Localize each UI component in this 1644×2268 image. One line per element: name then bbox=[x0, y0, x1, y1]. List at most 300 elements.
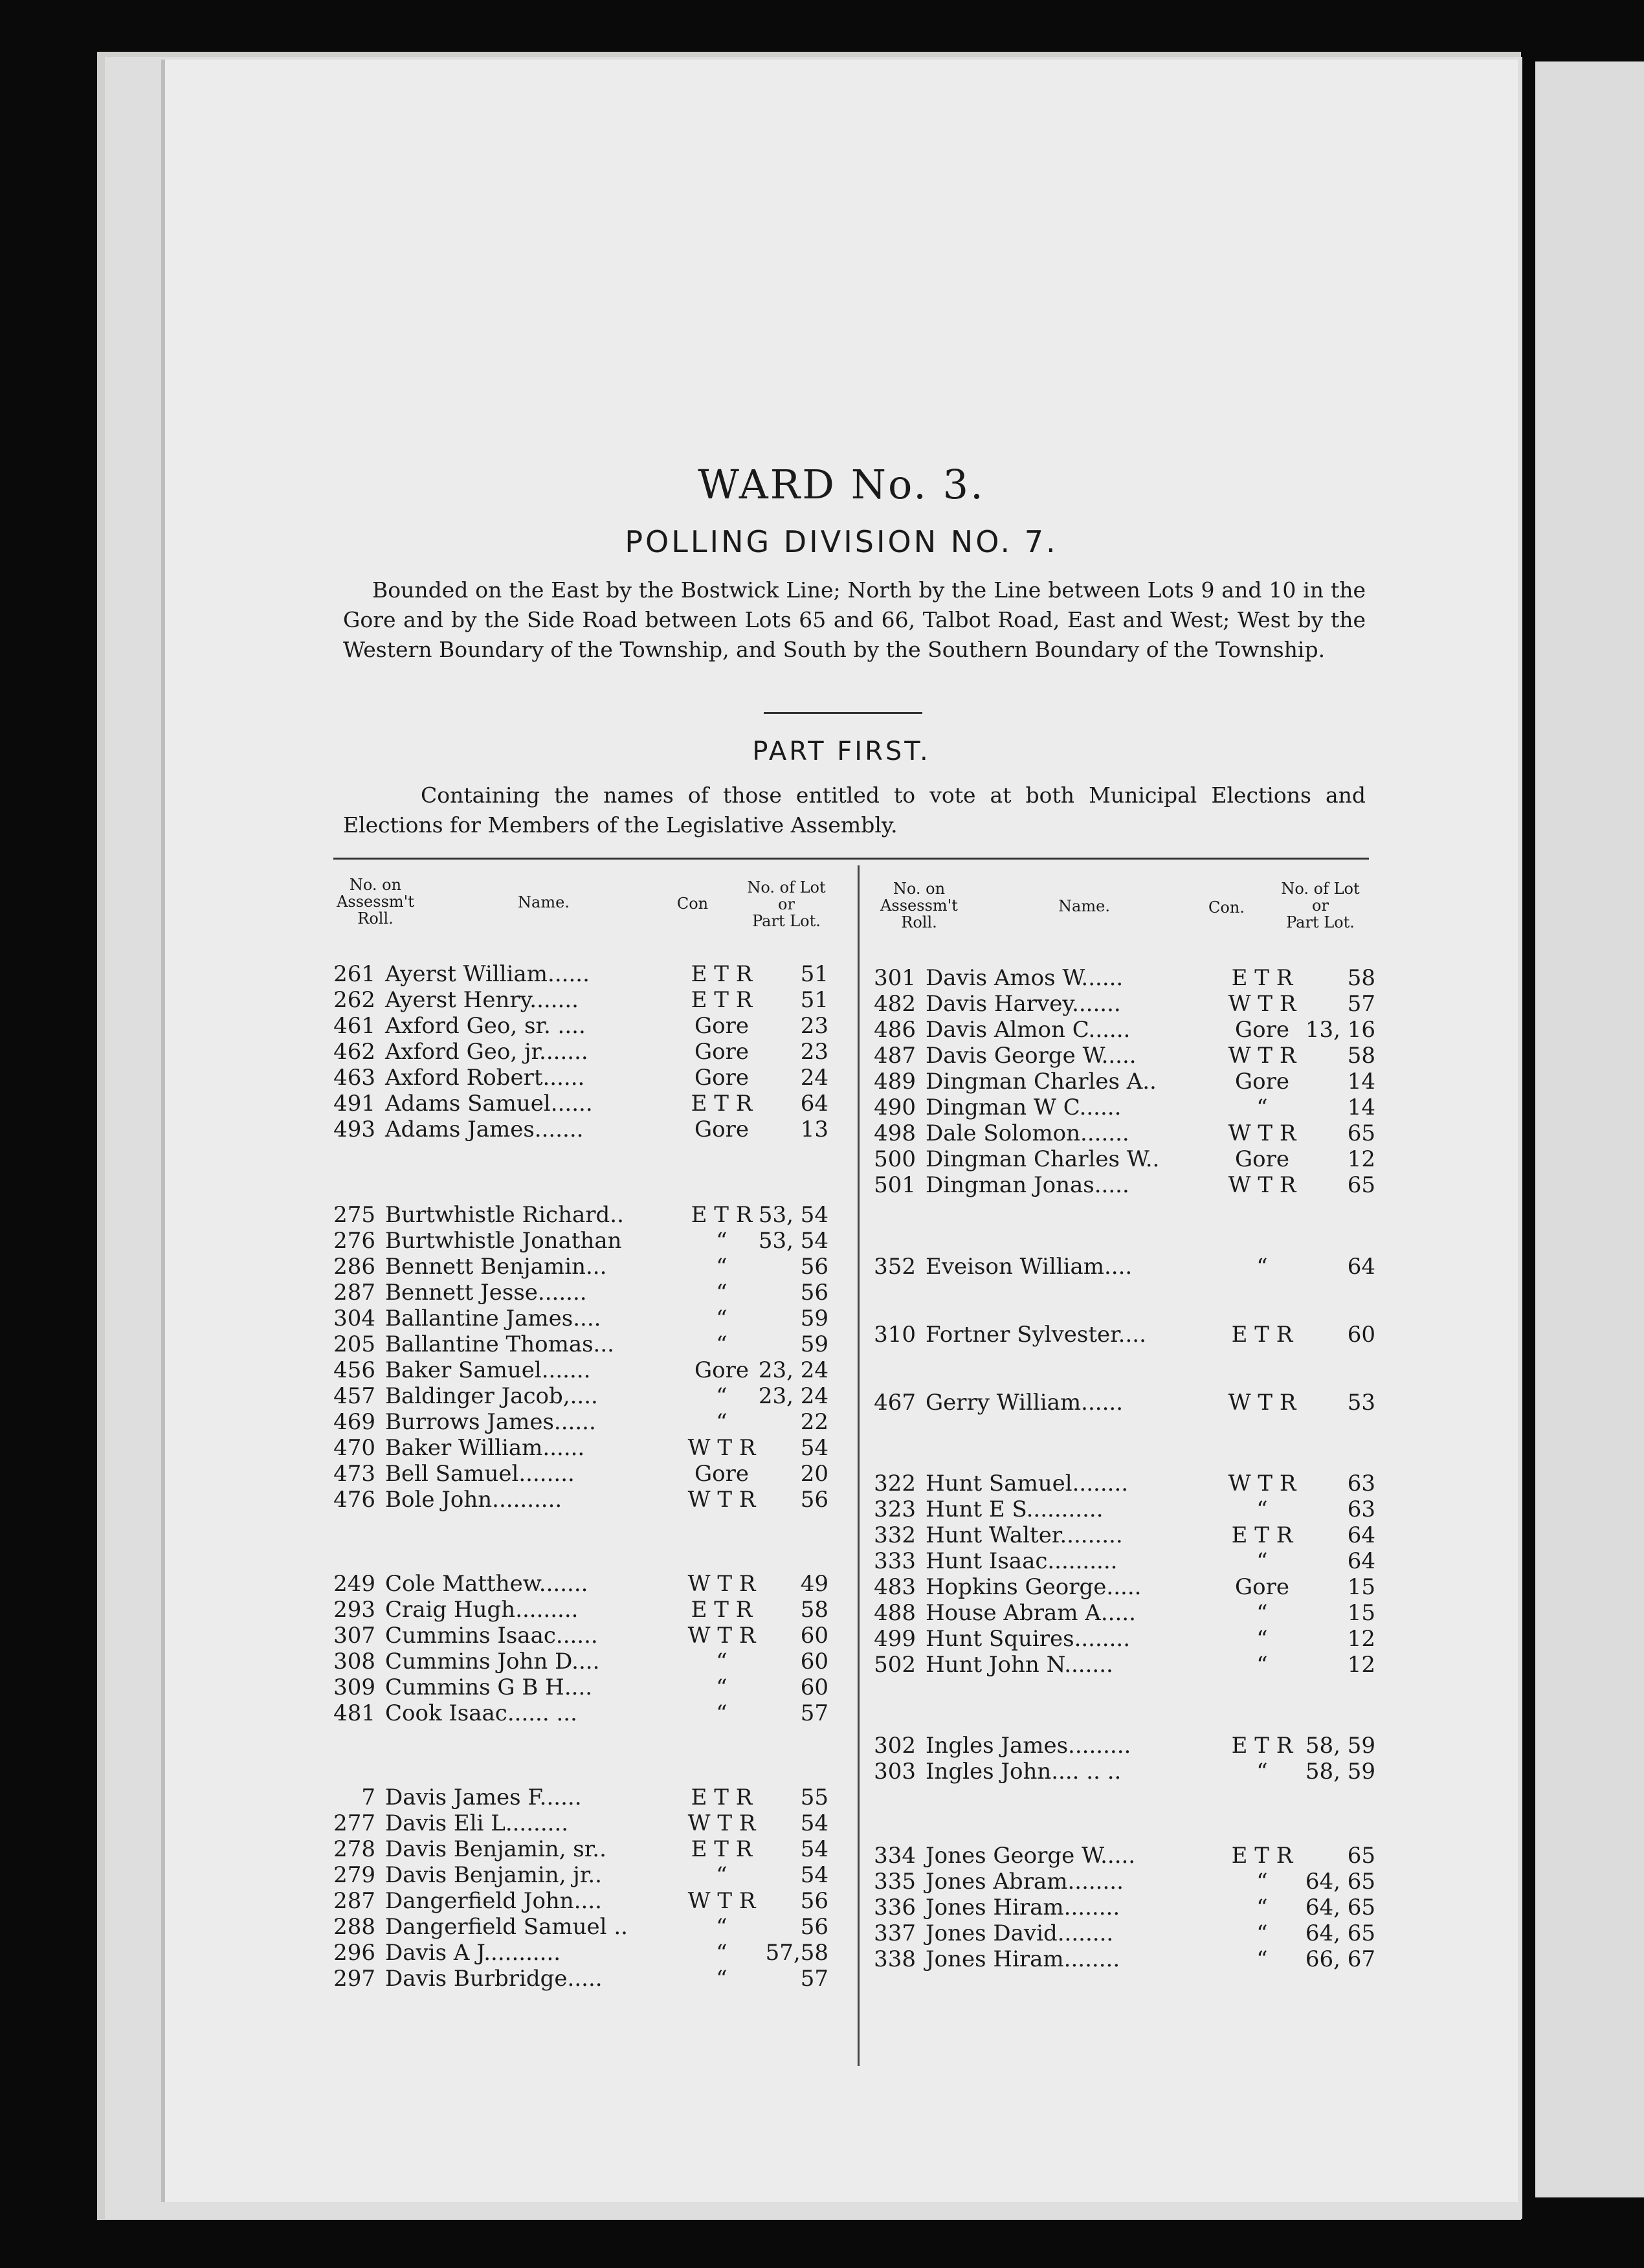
concession: “ bbox=[716, 1700, 728, 1726]
table-row bbox=[330, 1784, 848, 1810]
concession: W T R bbox=[687, 1810, 756, 1836]
voter-name: Bennett Jesse....... bbox=[385, 1280, 587, 1306]
roll-number: 490 bbox=[874, 1095, 916, 1120]
concession: W T R bbox=[1228, 1471, 1296, 1496]
table-row bbox=[871, 1069, 1388, 1095]
lot-number: 56 bbox=[800, 1487, 828, 1513]
roll-number: 493 bbox=[333, 1117, 375, 1142]
concession: “ bbox=[716, 1254, 728, 1280]
table-row bbox=[330, 1966, 848, 1992]
lot-number: 54 bbox=[800, 1836, 828, 1862]
concession: W T R bbox=[687, 1487, 756, 1513]
roll-number: 352 bbox=[874, 1254, 916, 1280]
voter-name: Hunt Samuel........ bbox=[926, 1471, 1129, 1496]
header-line: No. of Lot bbox=[747, 878, 826, 896]
voter-name: Jones David........ bbox=[926, 1920, 1114, 1946]
roll-number: 261 bbox=[333, 961, 375, 987]
table-row bbox=[871, 1322, 1388, 1348]
voter-name: Davis Almon C...... bbox=[926, 1017, 1131, 1043]
roll-number: 334 bbox=[874, 1843, 916, 1869]
table-row bbox=[871, 1390, 1388, 1416]
lot-number: 65 bbox=[1347, 1172, 1375, 1198]
table-row bbox=[871, 1600, 1388, 1626]
table-row bbox=[871, 1869, 1388, 1895]
roll-number: 323 bbox=[874, 1496, 916, 1522]
roll-number: 287 bbox=[333, 1888, 375, 1914]
concession: W T R bbox=[1228, 1390, 1296, 1416]
roll-number: 335 bbox=[874, 1869, 916, 1895]
right-con-header: Con. bbox=[1208, 898, 1245, 917]
voter-name: Davis Benjamin, jr.. bbox=[385, 1862, 602, 1888]
lot-number: 22 bbox=[800, 1409, 828, 1435]
concession: Gore bbox=[694, 1039, 749, 1065]
right-roll-header bbox=[874, 880, 964, 931]
table-row bbox=[871, 1254, 1388, 1280]
lot-number: 54 bbox=[800, 1862, 828, 1888]
concession: “ bbox=[716, 1228, 728, 1254]
roll-number: 333 bbox=[874, 1548, 916, 1574]
lot-number: 58, 59 bbox=[1305, 1733, 1375, 1759]
table-row bbox=[871, 1120, 1388, 1146]
header-line: Assessm't bbox=[337, 893, 414, 911]
polling-division-title: POLLING DIVISION NO. 7. bbox=[625, 524, 1058, 559]
roll-number: 249 bbox=[333, 1571, 375, 1597]
boundary-description: Bounded on the East by the Bostwick Line; North by the Line between Lots 9 and 10 in the Gore and by the Side Road between Lots 65 and 66, Talbot Road, East and West; West by the Western Boundary of the Township, and South by the Southern Boundary of the Township. bbox=[343, 577, 1366, 662]
concession: E T R bbox=[1231, 1733, 1293, 1759]
table-row bbox=[871, 1626, 1388, 1652]
header-line: No. on bbox=[349, 876, 402, 894]
voter-name: Dingman Jonas..... bbox=[926, 1172, 1129, 1198]
roll-number: 476 bbox=[333, 1487, 375, 1513]
concession: W T R bbox=[1228, 991, 1296, 1017]
lot-number: 56 bbox=[800, 1914, 828, 1940]
concession: E T R bbox=[1231, 1522, 1293, 1548]
roll-number: 457 bbox=[333, 1383, 375, 1409]
roll-number: 308 bbox=[333, 1649, 375, 1674]
roll-number: 296 bbox=[333, 1940, 375, 1966]
table-row bbox=[330, 987, 848, 1013]
voter-name: Ayerst Henry....... bbox=[385, 987, 579, 1013]
concession: E T R bbox=[691, 1091, 753, 1117]
concession: E T R bbox=[1231, 965, 1293, 991]
roll-number: 288 bbox=[333, 1914, 375, 1940]
roll-number: 336 bbox=[874, 1895, 916, 1920]
table-row bbox=[330, 1461, 848, 1487]
table-row bbox=[871, 1946, 1388, 1972]
table-row bbox=[871, 991, 1388, 1017]
concession: Gore bbox=[1234, 1069, 1289, 1095]
right-lot-header bbox=[1259, 880, 1382, 931]
concession: Gore bbox=[694, 1065, 749, 1091]
lot-number: 65 bbox=[1347, 1120, 1375, 1146]
table-row bbox=[330, 1280, 848, 1306]
voter-name: Dangerfield Samuel .. bbox=[385, 1914, 628, 1940]
lot-number: 63 bbox=[1347, 1471, 1375, 1496]
roll-number: 338 bbox=[874, 1946, 916, 1972]
table-row bbox=[871, 1920, 1388, 1946]
voter-name: Cummins Isaac...... bbox=[385, 1623, 598, 1649]
lot-number: 64 bbox=[1347, 1522, 1375, 1548]
concession: “ bbox=[1256, 1920, 1268, 1946]
table-row bbox=[871, 1095, 1388, 1120]
header-line: Roll. bbox=[901, 913, 937, 931]
concession: Gore bbox=[1234, 1574, 1289, 1600]
concession: E T R bbox=[691, 1836, 753, 1862]
roll-number: 7 bbox=[361, 1784, 375, 1810]
table-row bbox=[330, 1940, 848, 1966]
voter-name: Burtwhistle Richard.. bbox=[385, 1202, 624, 1228]
roll-number: 482 bbox=[874, 991, 916, 1017]
lot-number: 12 bbox=[1347, 1626, 1375, 1652]
table-row bbox=[330, 1888, 848, 1914]
voter-name: Cummins John D.... bbox=[385, 1649, 600, 1674]
lot-number: 58 bbox=[800, 1597, 828, 1623]
table-row bbox=[330, 1331, 848, 1357]
table-row bbox=[330, 1700, 848, 1726]
concession: Gore bbox=[1234, 1146, 1289, 1172]
lot-number: 53 bbox=[1347, 1390, 1375, 1416]
voter-name: Hunt John N....... bbox=[926, 1652, 1113, 1678]
voter-name: Hunt Walter......... bbox=[926, 1522, 1123, 1548]
roll-number: 467 bbox=[874, 1390, 916, 1416]
concession: “ bbox=[1256, 1496, 1268, 1522]
voter-name: Jones Abram........ bbox=[926, 1869, 1124, 1895]
lot-number: 59 bbox=[800, 1306, 828, 1331]
lot-number: 56 bbox=[800, 1280, 828, 1306]
voter-name: Burtwhistle Jonathan bbox=[385, 1228, 622, 1254]
table-row bbox=[871, 1733, 1388, 1759]
concession: “ bbox=[1256, 1946, 1268, 1972]
lot-number: 64, 65 bbox=[1305, 1920, 1375, 1946]
roll-number: 302 bbox=[874, 1733, 916, 1759]
concession: “ bbox=[716, 1674, 728, 1700]
table-row bbox=[871, 1496, 1388, 1522]
roll-number: 278 bbox=[333, 1836, 375, 1862]
voter-name: House Abram A..... bbox=[926, 1600, 1136, 1626]
concession: Gore bbox=[694, 1117, 749, 1142]
table-row bbox=[871, 1522, 1388, 1548]
concession: W T R bbox=[687, 1888, 756, 1914]
table-row bbox=[871, 1043, 1388, 1069]
roll-number: 307 bbox=[333, 1623, 375, 1649]
concession: Gore bbox=[1234, 1017, 1289, 1043]
lot-number: 57 bbox=[800, 1700, 828, 1726]
table-row bbox=[330, 1202, 848, 1228]
lot-number: 23, 24 bbox=[758, 1383, 828, 1409]
lot-number: 14 bbox=[1347, 1069, 1375, 1095]
roll-number: 481 bbox=[333, 1700, 375, 1726]
roll-number: 304 bbox=[333, 1306, 375, 1331]
voter-name: Adams James....... bbox=[385, 1117, 584, 1142]
concession: “ bbox=[1256, 1759, 1268, 1784]
lot-number: 13, 16 bbox=[1305, 1017, 1375, 1043]
lot-number: 49 bbox=[800, 1571, 828, 1597]
voter-name: Fortner Sylvester.... bbox=[926, 1322, 1146, 1348]
roll-number: 502 bbox=[874, 1652, 916, 1678]
header-line: No. of Lot bbox=[1281, 880, 1360, 898]
concession: “ bbox=[1256, 1626, 1268, 1652]
voter-name: Cummins G B H.... bbox=[385, 1674, 593, 1700]
table-row bbox=[330, 1383, 848, 1409]
left-name-header: Name. bbox=[518, 893, 570, 911]
table-row bbox=[330, 1836, 848, 1862]
lot-number: 15 bbox=[1347, 1574, 1375, 1600]
voter-name: Jones George W..... bbox=[926, 1843, 1136, 1869]
table-row bbox=[330, 1409, 848, 1435]
voter-name: Ballantine James.... bbox=[385, 1306, 601, 1331]
table-row bbox=[330, 1862, 848, 1888]
voter-name: Dingman Charles W.. bbox=[926, 1146, 1160, 1172]
voter-name: Hunt Squires........ bbox=[926, 1626, 1131, 1652]
lot-number: 60 bbox=[800, 1649, 828, 1674]
roll-number: 456 bbox=[333, 1357, 375, 1383]
voter-name: Dangerfield John.... bbox=[385, 1888, 602, 1914]
lot-number: 23 bbox=[800, 1013, 828, 1039]
concession: W T R bbox=[1228, 1172, 1296, 1198]
roll-number: 332 bbox=[874, 1522, 916, 1548]
voter-name: Ingles James......... bbox=[926, 1733, 1131, 1759]
lot-number: 59 bbox=[800, 1331, 828, 1357]
voter-name: Bole John.......... bbox=[385, 1487, 562, 1513]
lot-number: 56 bbox=[800, 1888, 828, 1914]
part-title: PART FIRST. bbox=[752, 737, 931, 766]
table-row bbox=[871, 1759, 1388, 1784]
voter-name: Cole Matthew....... bbox=[385, 1571, 588, 1597]
voter-name: Bennett Benjamin... bbox=[385, 1254, 607, 1280]
left-lot-header bbox=[728, 879, 845, 929]
roll-number: 262 bbox=[333, 987, 375, 1013]
table-row bbox=[330, 1914, 848, 1940]
concession: E T R bbox=[691, 961, 753, 987]
roll-number: 322 bbox=[874, 1471, 916, 1496]
table-row bbox=[871, 1652, 1388, 1678]
lot-number: 60 bbox=[800, 1674, 828, 1700]
roll-number: 487 bbox=[874, 1043, 916, 1069]
roll-number: 337 bbox=[874, 1920, 916, 1946]
voter-name: Davis James F...... bbox=[385, 1784, 582, 1810]
lot-number: 65 bbox=[1347, 1843, 1375, 1869]
concession: “ bbox=[716, 1409, 728, 1435]
lot-number: 58 bbox=[1347, 965, 1375, 991]
voter-name: Gerry William...... bbox=[926, 1390, 1124, 1416]
concession: “ bbox=[716, 1649, 728, 1674]
roll-number: 470 bbox=[333, 1435, 375, 1461]
lot-number: 56 bbox=[800, 1254, 828, 1280]
lot-number: 54 bbox=[800, 1810, 828, 1836]
table-row bbox=[871, 1471, 1388, 1496]
roll-number: 286 bbox=[333, 1254, 375, 1280]
roll-number: 488 bbox=[874, 1600, 916, 1626]
voter-name: Bell Samuel........ bbox=[385, 1461, 575, 1487]
voter-name: Dale Solomon....... bbox=[926, 1120, 1129, 1146]
roll-number: 293 bbox=[333, 1597, 375, 1623]
ward-title: WARD No. 3. bbox=[698, 461, 985, 508]
table-row bbox=[871, 1843, 1388, 1869]
roll-number: 276 bbox=[333, 1228, 375, 1254]
roll-number: 498 bbox=[874, 1120, 916, 1146]
voter-name: Adams Samuel...... bbox=[385, 1091, 593, 1117]
table-row bbox=[871, 1172, 1388, 1198]
lot-number: 51 bbox=[800, 961, 828, 987]
lot-number: 15 bbox=[1347, 1600, 1375, 1626]
lot-number: 60 bbox=[800, 1623, 828, 1649]
lot-number: 14 bbox=[1347, 1095, 1375, 1120]
table-row bbox=[330, 1810, 848, 1836]
voter-name: Craig Hugh......... bbox=[385, 1597, 579, 1623]
concession: “ bbox=[1256, 1869, 1268, 1895]
table-row bbox=[871, 1574, 1388, 1600]
roll-number: 501 bbox=[874, 1172, 916, 1198]
header-line: or bbox=[778, 895, 795, 913]
table-row bbox=[330, 1674, 848, 1700]
table-row bbox=[330, 1306, 848, 1331]
concession: W T R bbox=[687, 1571, 756, 1597]
header-line: Roll. bbox=[357, 909, 394, 928]
table-row bbox=[330, 1013, 848, 1039]
lot-number: 23 bbox=[800, 1039, 828, 1065]
roll-number: 297 bbox=[333, 1966, 375, 1992]
lot-number: 64, 65 bbox=[1305, 1895, 1375, 1920]
part-description: Containing the names of those entitled to vote at both Municipal Elections and Elections for Members of the Legislative Assembly. bbox=[343, 783, 1366, 838]
lot-number: 57 bbox=[800, 1966, 828, 1992]
header-line: Part Lot. bbox=[1286, 913, 1355, 931]
lot-number: 55 bbox=[800, 1784, 828, 1810]
roll-number: 500 bbox=[874, 1146, 916, 1172]
lot-number: 54 bbox=[800, 1435, 828, 1461]
voter-name: Dingman Charles A.. bbox=[926, 1069, 1157, 1095]
roll-number: 277 bbox=[333, 1810, 375, 1836]
concession: W T R bbox=[1228, 1120, 1296, 1146]
voter-name: Ayerst William...... bbox=[385, 961, 590, 987]
roll-number: 483 bbox=[874, 1574, 916, 1600]
voter-name: Davis Burbridge..... bbox=[385, 1966, 603, 1992]
table-row bbox=[330, 1065, 848, 1091]
roll-number: 473 bbox=[333, 1461, 375, 1487]
voter-name: Baker Samuel....... bbox=[385, 1357, 591, 1383]
lot-number: 20 bbox=[800, 1461, 828, 1487]
table-row bbox=[871, 1146, 1388, 1172]
concession: W T R bbox=[1228, 1043, 1296, 1069]
voter-name: Hunt E S........... bbox=[926, 1496, 1104, 1522]
lot-number: 66, 67 bbox=[1305, 1946, 1375, 1972]
lot-number: 53, 54 bbox=[758, 1228, 828, 1254]
section-divider bbox=[764, 712, 922, 714]
voter-name: Hunt Isaac.......... bbox=[926, 1548, 1118, 1574]
header-line: or bbox=[1312, 896, 1329, 915]
lot-number: 51 bbox=[800, 987, 828, 1013]
table-row bbox=[330, 961, 848, 987]
table-row bbox=[330, 1435, 848, 1461]
header-line: Part Lot. bbox=[752, 912, 821, 930]
concession: “ bbox=[1256, 1600, 1268, 1626]
roll-number: 463 bbox=[333, 1065, 375, 1091]
facing-page-edge bbox=[1535, 61, 1644, 2197]
concession: “ bbox=[1256, 1652, 1268, 1678]
roll-number: 491 bbox=[333, 1091, 375, 1117]
concession: E T R bbox=[691, 1202, 753, 1228]
concession: E T R bbox=[1231, 1322, 1293, 1348]
right-name-header: Name. bbox=[1058, 897, 1110, 915]
lot-number: 23, 24 bbox=[758, 1357, 828, 1383]
table-row bbox=[330, 1091, 848, 1117]
voter-name: Davis Harvey....... bbox=[926, 991, 1121, 1017]
roll-number: 499 bbox=[874, 1626, 916, 1652]
table-row bbox=[330, 1228, 848, 1254]
column-divider bbox=[858, 865, 860, 2066]
table-top-rule bbox=[333, 858, 1369, 860]
concession: E T R bbox=[691, 1784, 753, 1810]
concession: “ bbox=[716, 1940, 728, 1966]
concession: E T R bbox=[691, 1597, 753, 1623]
roll-number: 301 bbox=[874, 965, 916, 991]
concession: Gore bbox=[694, 1357, 749, 1383]
roll-number: 287 bbox=[333, 1280, 375, 1306]
voter-name: Burrows James...... bbox=[385, 1409, 596, 1435]
table-row bbox=[330, 1487, 848, 1513]
voter-name: Dingman W C...... bbox=[926, 1095, 1122, 1120]
lot-number: 12 bbox=[1347, 1146, 1375, 1172]
header-line: Assessm't bbox=[880, 896, 958, 915]
lot-number: 64, 65 bbox=[1305, 1869, 1375, 1895]
lot-number: 24 bbox=[800, 1065, 828, 1091]
concession: E T R bbox=[1231, 1843, 1293, 1869]
roll-number: 486 bbox=[874, 1017, 916, 1043]
concession: “ bbox=[716, 1966, 728, 1992]
voter-name: Davis A J........... bbox=[385, 1940, 561, 1966]
voter-name: Cook Isaac...... ... bbox=[385, 1700, 577, 1726]
header-line: No. on bbox=[893, 880, 946, 898]
voter-name: Hopkins George..... bbox=[926, 1574, 1142, 1600]
roll-number: 462 bbox=[333, 1039, 375, 1065]
concession: Gore bbox=[694, 1013, 749, 1039]
lot-number: 64 bbox=[1347, 1548, 1375, 1574]
table-row bbox=[330, 1597, 848, 1623]
lot-number: 64 bbox=[1347, 1254, 1375, 1280]
table-row bbox=[330, 1117, 848, 1142]
lot-number: 57,58 bbox=[765, 1940, 828, 1966]
voter-name: Jones Hiram........ bbox=[926, 1895, 1120, 1920]
roll-number: 303 bbox=[874, 1759, 916, 1784]
lot-number: 63 bbox=[1347, 1496, 1375, 1522]
concession: Gore bbox=[694, 1461, 749, 1487]
left-roll-header bbox=[330, 876, 421, 927]
document-page bbox=[165, 60, 1518, 2202]
table-row bbox=[871, 1017, 1388, 1043]
lot-number: 58 bbox=[1347, 1043, 1375, 1069]
roll-number: 309 bbox=[333, 1674, 375, 1700]
roll-number: 275 bbox=[333, 1202, 375, 1228]
voter-name: Axford Geo, jr....... bbox=[385, 1039, 588, 1065]
table-row bbox=[330, 1357, 848, 1383]
lot-number: 13 bbox=[800, 1117, 828, 1142]
lot-number: 64 bbox=[800, 1091, 828, 1117]
voter-name: Davis Amos W...... bbox=[926, 965, 1124, 991]
concession: “ bbox=[716, 1280, 728, 1306]
roll-number: 205 bbox=[333, 1331, 375, 1357]
voter-name: Axford Geo, sr. .... bbox=[385, 1013, 586, 1039]
concession: “ bbox=[1256, 1895, 1268, 1920]
table-row bbox=[871, 965, 1388, 991]
lot-number: 53, 54 bbox=[758, 1202, 828, 1228]
table-row bbox=[330, 1039, 848, 1065]
roll-number: 469 bbox=[333, 1409, 375, 1435]
roll-number: 310 bbox=[874, 1322, 916, 1348]
voter-name: Davis Benjamin, sr.. bbox=[385, 1836, 606, 1862]
lot-number: 12 bbox=[1347, 1652, 1375, 1678]
concession: “ bbox=[1256, 1254, 1268, 1280]
table-row bbox=[871, 1895, 1388, 1920]
roll-number: 279 bbox=[333, 1862, 375, 1888]
